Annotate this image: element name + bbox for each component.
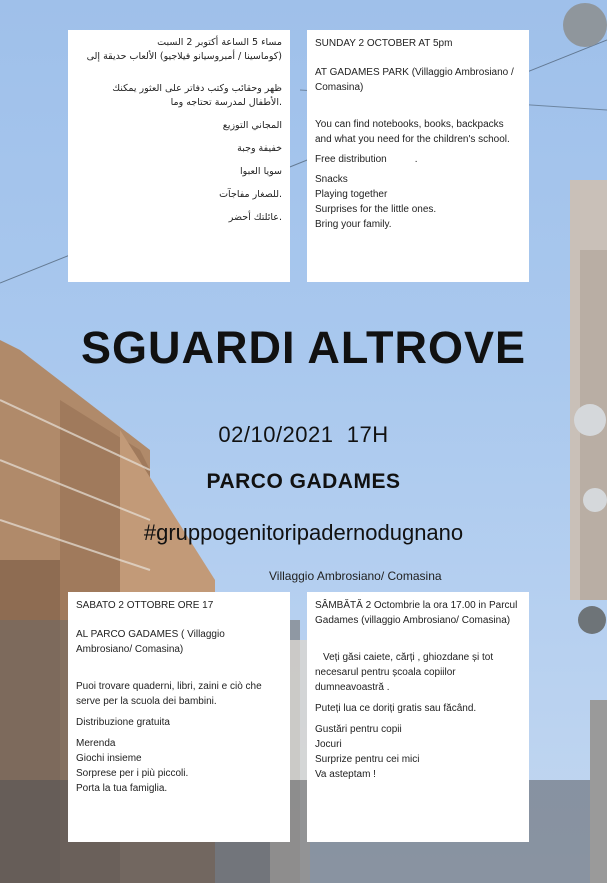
romanian-card — [307, 592, 529, 842]
italian-venue: AL PARCO GADAMES ( Villaggio Ambrosiano/ Comasina) — [76, 629, 225, 655]
arabic-line: .للصغار مفاجآت — [219, 189, 282, 200]
english-card — [307, 30, 529, 282]
italian-free-distribution: Distribuzione gratuita — [76, 717, 170, 728]
romanian-item: Gustări pentru copii — [315, 724, 402, 735]
italian-item: Merenda — [76, 738, 116, 749]
arabic-line: مساء 5 الساعة أكتوبر 2 السبت — [157, 37, 282, 48]
italian-item: Giochi insieme — [76, 753, 142, 764]
arabic-line: (كوماسينا / أمبروسيانو فيلاجيو) الألعاب حديقة إلى — [86, 51, 282, 62]
italian-find-text: Puoi trovare quaderni, libri, zaini e ciò che serve per la scuola dei bambini. — [76, 681, 262, 707]
arabic-line — [76, 156, 282, 165]
italian-heading: SABATO 2 OTTOBRE ORE 17 — [76, 600, 214, 611]
arabic-line: ظهر وحقائب وكتب دفاتر على العثور يمكنك — [112, 83, 282, 94]
event-place: PARCO GADAMES — [206, 470, 401, 493]
arabic-line — [76, 73, 282, 82]
italian-item: Porta la tua famiglia. — [76, 783, 168, 794]
romanian-item: Surprize pentru cei mici — [315, 754, 420, 765]
romanian-find-text: Veți găsi caiete, cărți , ghiozdane și tot necesarul pentru școala copiilor dumneavoastră . — [315, 652, 494, 693]
english-find-text: You can find notebooks, books, backpacks and what you need for the children's school. — [315, 119, 510, 145]
arabic-line — [76, 202, 282, 211]
arabic-line: خفيفة وجبة — [237, 143, 282, 154]
english-item: Playing together — [315, 189, 388, 200]
arabic-line: .عائلتك أحضر — [228, 212, 282, 223]
english-item: Snacks — [315, 174, 348, 185]
english-item: Surprises for the little ones. — [315, 204, 437, 215]
arabic-card — [68, 30, 290, 282]
romanian-item: Va asteptam ! — [315, 769, 376, 780]
english-item: Bring your family. — [315, 219, 392, 230]
english-free-distribution: Free distribution . — [315, 154, 418, 165]
english-heading: SUNDAY 2 OCTOBER AT 5pm — [315, 38, 453, 49]
romanian-free-text: Puteți lua ce doriți gratis sau făcând. — [315, 703, 477, 714]
romanian-item: Jocuri — [315, 739, 342, 750]
arabic-line: .الأطفال لمدرسة تحتاجه وما — [170, 97, 282, 108]
event-location: Villaggio Ambrosiano/ Comasina — [269, 569, 442, 583]
arabic-line — [76, 179, 282, 188]
event-hashtag: #gruppogenitoripadernodugnano — [143, 520, 464, 545]
arabic-line — [76, 133, 282, 142]
arabic-line: سويا العبوا — [240, 166, 282, 177]
arabic-line — [76, 110, 282, 119]
event-date-time: 02/10/2021 17H — [218, 422, 389, 447]
arabic-line: المجاني التوزيع — [222, 120, 282, 131]
italian-item: Sorprese per i più piccoli. — [76, 768, 189, 779]
arabic-line — [76, 64, 282, 73]
event-title: SGUARDI ALTROVE — [80, 322, 526, 373]
italian-card — [68, 592, 290, 842]
english-venue: AT GADAMES PARK (Villaggio Ambrosiano / Comasina) — [315, 67, 514, 93]
romanian-heading: SÂMBĂTĂ 2 Octombrie la ora 17.00 in Parcul Gadames (villaggio Ambrosiano/ Comasina) — [315, 600, 518, 626]
